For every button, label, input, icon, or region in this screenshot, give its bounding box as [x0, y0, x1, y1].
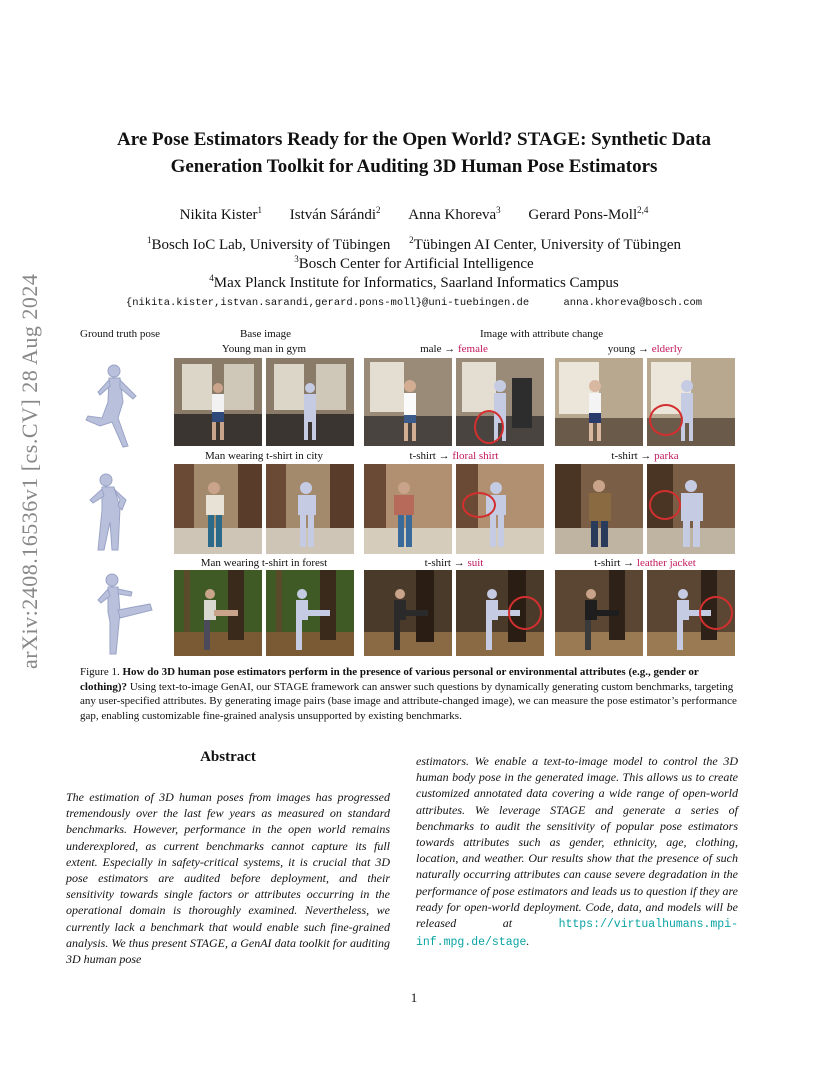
error-ring [474, 410, 504, 444]
error-ring [649, 404, 683, 436]
changed-image [364, 464, 452, 554]
changed-image [364, 358, 452, 446]
gt-pose-figure [78, 362, 148, 450]
title-line-2: Generation Toolkit for Auditing 3D Human Pose Estimators [170, 156, 658, 177]
base-image [174, 464, 262, 554]
fig-col-change-label: Image with attribute change [480, 328, 604, 340]
arxiv-stamp: arXiv:2408.16536v1 [cs.CV] 28 Aug 2024 [17, 273, 42, 669]
author-list [0, 205, 828, 224]
changed-image-pose-overlay [647, 570, 735, 656]
changed-image [364, 570, 452, 656]
author: Nikita Kister$^1$ [179, 205, 263, 223]
base-image [174, 358, 262, 446]
changed-image-pose-overlay [456, 358, 544, 446]
author-emails [0, 297, 828, 309]
changed-image-pose-overlay [456, 570, 544, 656]
affiliation-line-3: $^4$Max Planck Institute for Informatics, Saarland Informatics Campus [209, 273, 619, 291]
author: Gerard Pons-Moll$^{2,4}$ [528, 205, 649, 223]
base-image-pose-overlay [266, 358, 354, 446]
abstract-column-1: The estimation of 3D human poses from images has progressed tremendously over the last few years as measured on standard benchmarks. However, performance in the open world remains underexplored, as current benchmarks cannot capture its full extent. Especially in safety-critical systems, it is crucial that 3D pose estimators are audited before deployment, and their sensitivity towards single factors or attributes occurring in the operational domain is thoroughly examined. Nevertheless, we currently lack a benchmark that would enable such fine-grained analysis. We thus present STAGE, a GenAI data toolkit for auditing 3D human pose [66, 790, 390, 967]
row2-base-label: Man wearing t-shirt in city [205, 450, 323, 462]
error-ring [508, 596, 542, 630]
affiliation-line-2: $^3$Bosch Center for Artificial Intelligence [294, 254, 534, 272]
changed-image [555, 358, 643, 446]
row3-change2-label: t-shirt → leather jacket [594, 557, 696, 569]
caption-question: How do 3D human pose estimators perform in the presence of various personal or environmental attributes (e.g., gender or clothing)? [80, 666, 699, 693]
changed-image [555, 570, 643, 656]
row1-base-label: Young man in gym [221, 343, 307, 355]
gt-pose-figure [84, 470, 144, 552]
row1-change1-label: male → female [420, 343, 488, 355]
changed-image-pose-overlay [647, 358, 735, 446]
affiliation-line-1: $^1$Bosch IoC Lab, University of Tübingen $^2$Tübingen AI Center, University of Tübingen [146, 235, 682, 253]
changed-image-pose-overlay [647, 464, 735, 554]
figure-caption [80, 665, 748, 723]
abstract-column-2: estimators. We enable a text-to-image model to control the 3D human body pose in the generated image. This allows us to create customized annotated data covering a wide range of open-world attributes. We leverage STAGE and generate a series of benchmarks to audit the sensitivity of popular pose estimators towards attributes such as gender, ethnicity, age, clothing, location, and weather. Our results show that the presence of such naturally occurring attributes can cause severe degradation in the performance of pose estimators and leads us to question if they are ready for open-world deployment. Code, data, and models will be released at https://virtualhumans.mpi-inf.mpg.de/stage. [416, 754, 739, 950]
title-line-1: Are Pose Estimators Ready for the Open World? STAGE: Synthetic Data [117, 129, 711, 150]
error-ring [649, 490, 681, 520]
author: Anna Khoreva$^3$ [408, 205, 501, 223]
abstract-column-2-text: estimators. We enable a text-to-image model to control the 3D human body pose in the generated image. This allows us to create customized annotated data covering a wide range of open-world attributes. We leverage STAGE and generate a series of benchmarks to audit the sensitivity of popular pose estimators towards attributes such as gender, ethnicity, age, clothing, location, and weather. Our results show that the presence of such naturally occurring attributes can cause severe degradation in the performance of pose estimators and leads us to question if they are ready for open-world deployment. Code, data, and models will be released at [416, 754, 738, 931]
error-ring [462, 492, 496, 518]
page-number: 1 [410, 990, 418, 1005]
row2-change1-label: t-shirt → floral shirt [409, 450, 499, 462]
row1-change2-label: young → elderly [607, 343, 683, 355]
abstract-heading: Abstract [200, 749, 256, 765]
row3-base-label: Man wearing t-shirt in forest [200, 557, 328, 569]
base-image [174, 570, 262, 656]
base-image-pose-overlay [266, 570, 354, 656]
changed-image-pose-overlay [456, 464, 544, 554]
paper-title [0, 126, 828, 180]
author: István Sárándi$^2$ [289, 205, 381, 223]
changed-image [555, 464, 643, 554]
base-image-pose-overlay [266, 464, 354, 554]
row3-change1-label: t-shirt → suit [424, 557, 484, 569]
gt-pose-figure [88, 572, 158, 656]
email-single: anna.khoreva@bosch.com [563, 297, 703, 309]
row2-change2-label: t-shirt → parka [611, 450, 679, 462]
project-link[interactable]: https://virtualhumans.mpi-inf.mpg.de/stage [416, 918, 739, 950]
fig-col-gt-label: Ground truth pose [80, 328, 161, 340]
caption-body: Using text-to-image GenAI, our STAGE framework can answer such questions by dynamically generating custom benchmarks, targeting any user-specified attributes. By generating image pairs (base image and attribute-changed image), we can measure the pose estimator’s performance gap, enabling customizable fine-grained analysis unsupported by existing benchmarks. [80, 680, 737, 722]
caption-label: Figure 1. [80, 666, 120, 678]
fig-col-base-label: Base image [240, 328, 292, 340]
email-group: {nikita.kister,istvan.sarandi,gerard.pons-moll}@uni-tuebingen.de [125, 297, 530, 309]
error-ring [699, 596, 733, 630]
